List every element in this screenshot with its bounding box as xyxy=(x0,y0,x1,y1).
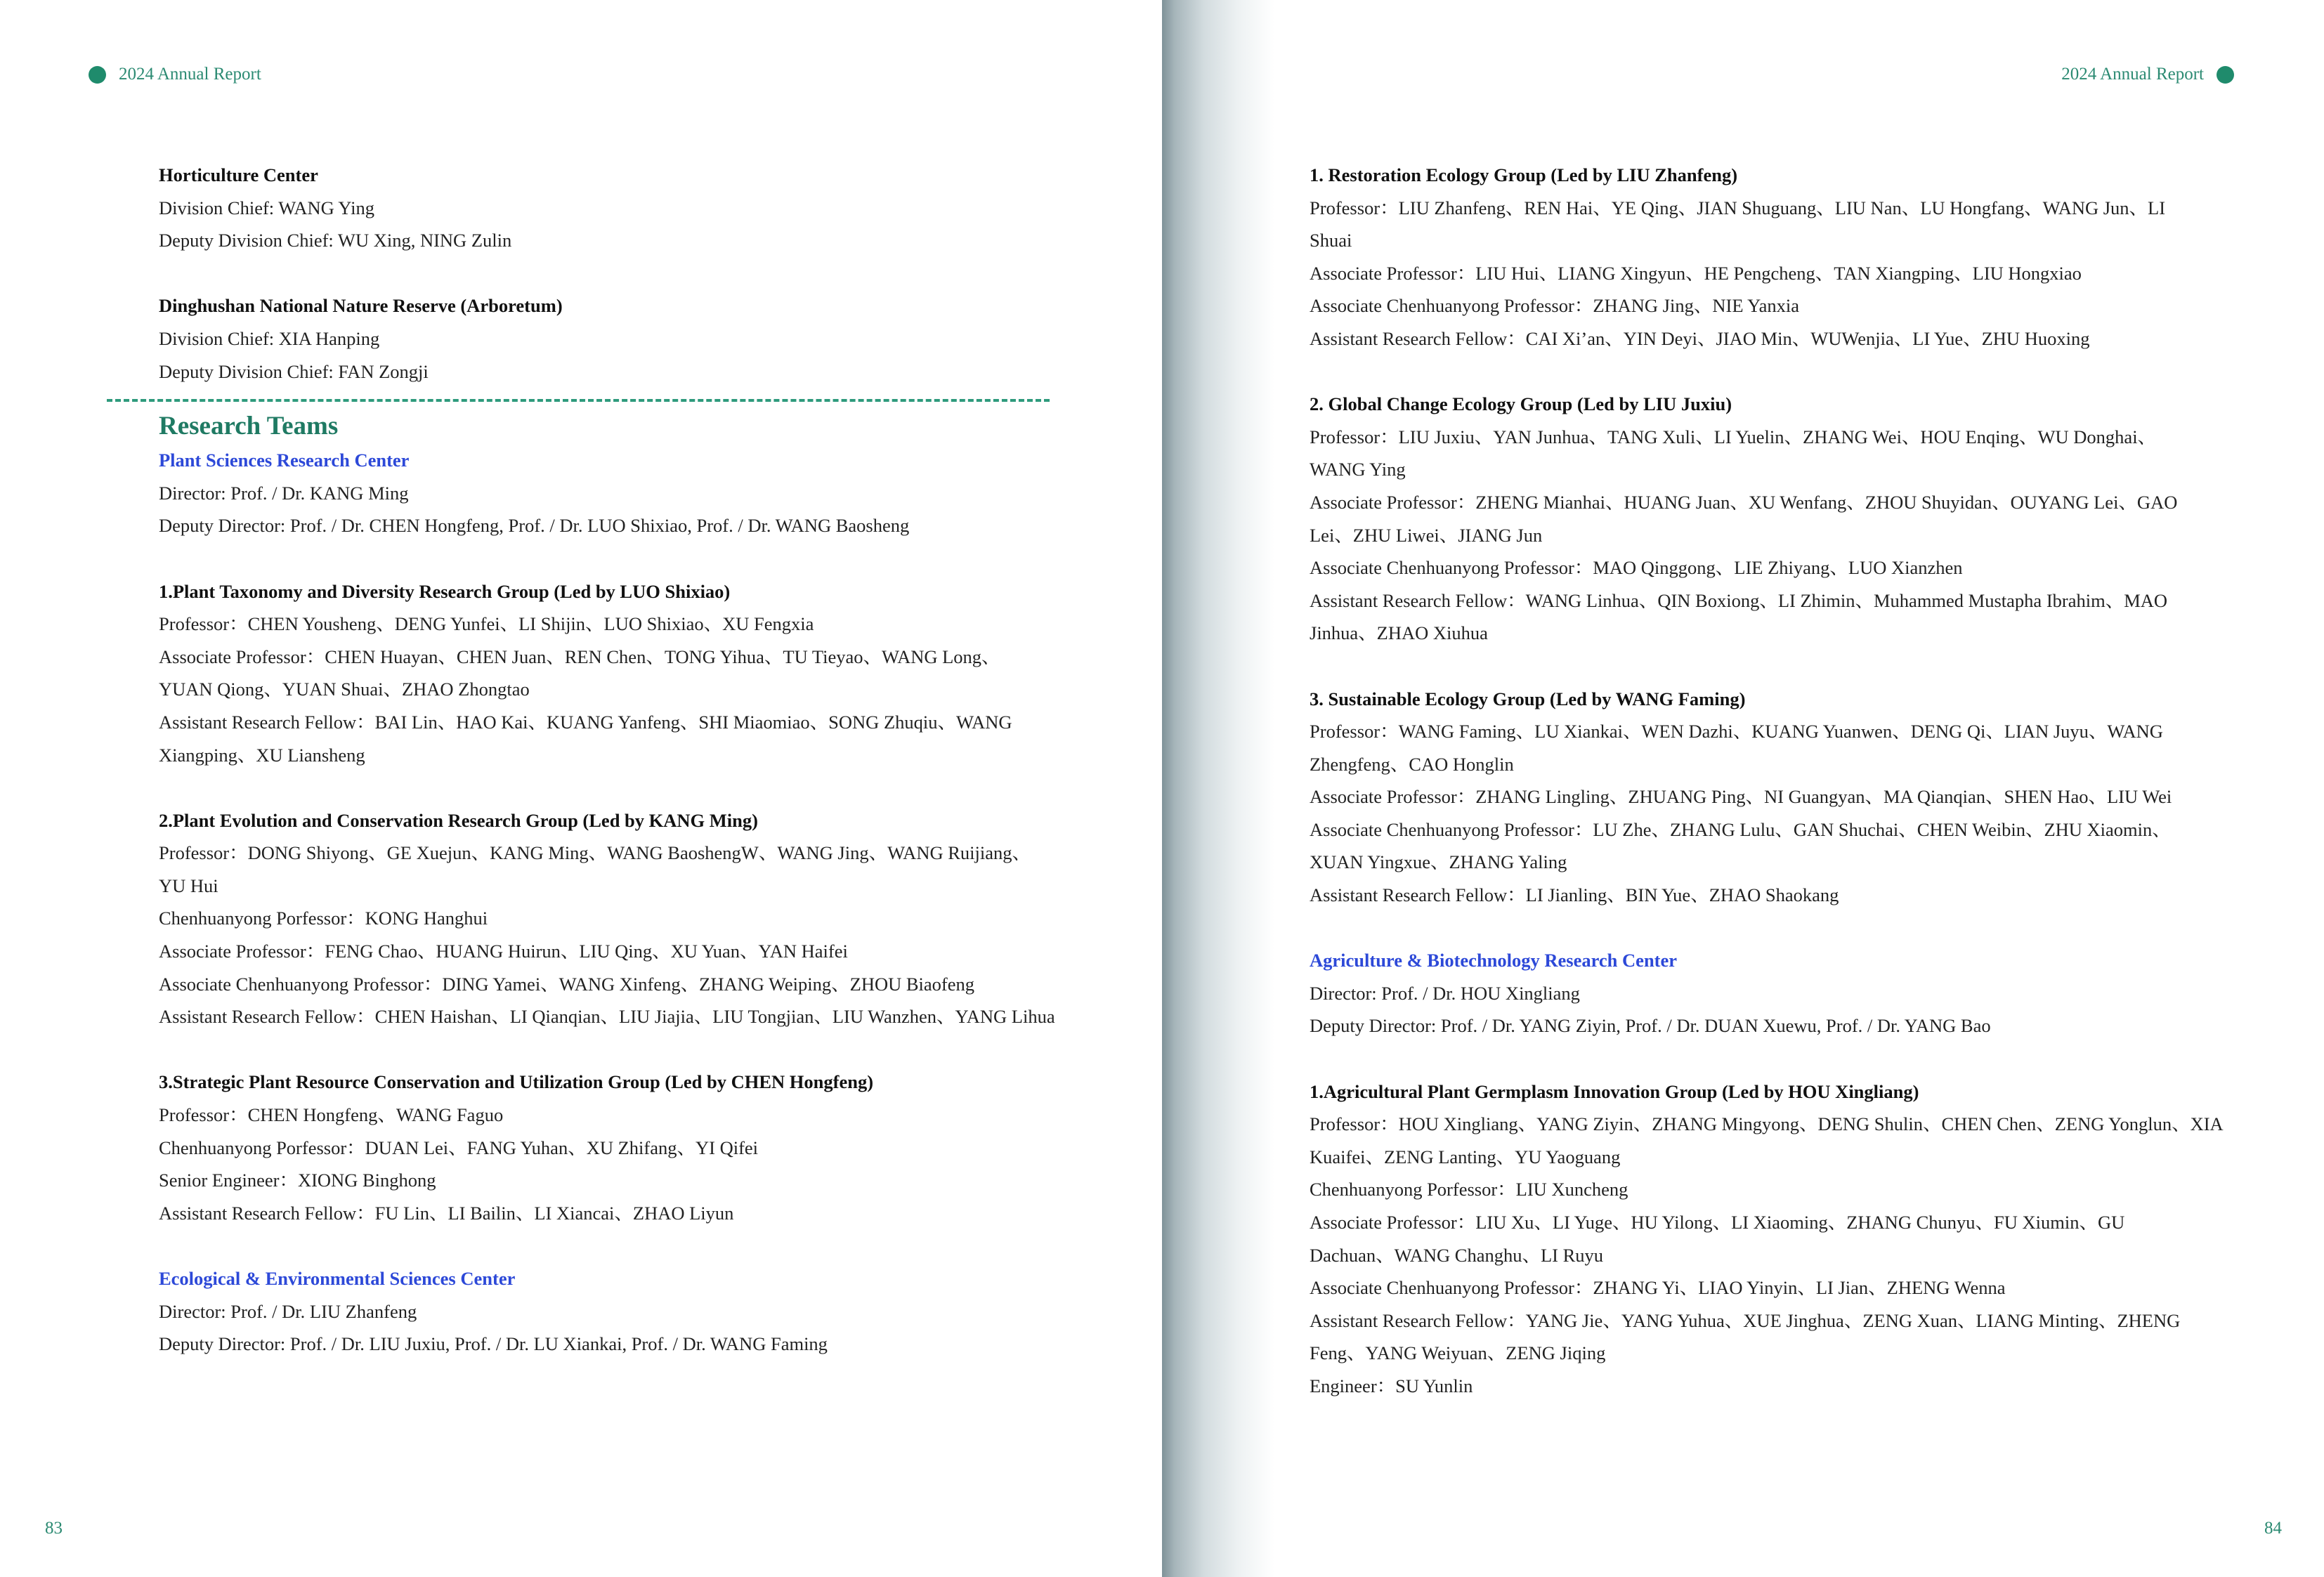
group1-professor: Professor：CHEN Yousheng、DENG Yunfei、LI Shijin、LUO Shixiao、XU Fengxia xyxy=(159,613,814,635)
eco-center-title: Ecological & Environmental Sciences Center xyxy=(159,1268,516,1289)
rgroup3-arf: Assistant Research Fellow：LI Jianling、BIN Yue、ZHAO Shaokang xyxy=(1310,884,1839,906)
agroup1-arf: Assistant Research Fellow：YANG Jie、YANG Yuhua、XUE Jinghua、ZENG Xuan、LIANG Minting、ZHENG xyxy=(1310,1309,2181,1331)
agroup1-chenhuanyong: Chenhuanyong Porfessor：LIU Xuncheng xyxy=(1310,1179,1628,1200)
header-left-title: 2024 Annual Report xyxy=(119,65,261,84)
research-teams-title: Research Teams xyxy=(159,412,339,441)
group2-arf: Assistant Research Fellow：CHEN Haishan、LI Qianqian、LIU Jiajia、LIU Tongjian、LIU Wanzhen、YANG Lihua xyxy=(159,1006,1055,1028)
agroup1-engineer: Engineer：SU Yunlin xyxy=(1310,1375,1473,1396)
page-number-left: 83 xyxy=(45,1519,63,1538)
agroup1-arf-cont: Feng、YANG Weiyuan、ZENG Jiqing xyxy=(1310,1342,1606,1364)
group1-title: 1.Plant Taxonomy and Diversity Research Group (Led by LUO Shixiao) xyxy=(159,580,731,602)
agroup1-assoc: Associate Professor：LIU Xu、LI Yuge、HU Yilong、LI Xiaoming、ZHANG Chunyu、FU Xiumin、GU xyxy=(1310,1212,2125,1233)
plant-center-deputy: Deputy Director: Prof. / Dr. CHEN Hongfeng, Prof. / Dr. LUO Shixiao, Prof. / Dr. WANG Baosheng xyxy=(159,515,910,537)
group3-professor: Professor：CHEN Hongfeng、WANG Faguo xyxy=(159,1104,504,1126)
header-dot-icon xyxy=(2217,66,2234,84)
rgroup1-arf: Assistant Research Fellow：CAI Xi’an、YIN Deyi、JIAO Min、WUWenjia、LI Yue、ZHU Huoxing xyxy=(1310,327,2090,349)
dinghushan-title: Dinghushan National Nature Reserve (Arboretum) xyxy=(159,295,563,317)
plant-center-director: Director: Prof. / Dr. KANG Ming xyxy=(159,482,409,504)
agri-center-title: Agriculture & Biotechnology Research Center xyxy=(1310,950,1678,971)
rgroup2-professor-cont: WANG Ying xyxy=(1310,459,1406,480)
agroup1-professor-cont: Kuaifei、ZENG Lanting、YU Yaoguang xyxy=(1310,1146,1621,1167)
header-right-title: 2024 Annual Report xyxy=(2061,65,2204,84)
agroup1-professor: Professor：HOU Xingliang、YANG Ziyin、ZHANG Mingyong、DENG Shulin、CHEN Chen、ZENG Yonglun、XIA xyxy=(1310,1113,2224,1135)
header-left xyxy=(89,63,261,86)
group3-chenhuanyong: Chenhuanyong Porfessor：DUAN Lei、FANG Yuhan、XU Zhifang、YI Qifei xyxy=(159,1137,759,1158)
dinghushan-chief: Division Chief: XIA Hanping xyxy=(159,327,380,349)
rgroup3-professor: Professor：WANG Faming、LU Xiankai、WEN Dazhi、KUANG Yuanwen、DENG Qi、LIAN Juyu、WANG xyxy=(1310,721,2163,742)
rgroup3-professor-cont: Zhengfeng、CAO Honglin xyxy=(1310,753,1514,775)
group3-title: 3.Strategic Plant Resource Conservation and Utilization Group (Led by CHEN Hongfeng) xyxy=(159,1071,874,1093)
group3-senior: Senior Engineer：XIONG Binghong xyxy=(159,1170,436,1191)
page-right xyxy=(1162,0,2324,1577)
group2-chenhuanyong: Chenhuanyong Porfessor：KONG Hanghui xyxy=(159,908,488,929)
agroup1-title: 1.Agricultural Plant Germplasm Innovation Group (Led by HOU Xingliang) xyxy=(1310,1080,1919,1102)
rgroup2-assoc-cont: Lei、ZHU Liwei、JIANG Jun xyxy=(1310,524,1543,546)
group1-assoc-cont: YUAN Qiong、YUAN Shuai、ZHAO Zhongtao xyxy=(159,679,530,700)
rgroup2-assoc-chen: Associate Chenhuanyong Professor：MAO Qinggong、LIE Zhiyang、LUO Xianzhen xyxy=(1310,557,1963,579)
group1-assoc: Associate Professor：CHEN Huayan、CHEN Juan、REN Chen、TONG Yihua、TU Tieyao、WANG Long、 xyxy=(159,646,1000,667)
rgroup1-professor-cont: Shuai xyxy=(1310,230,1352,251)
rgroup3-assoc-chen-cont: XUAN Yingxue、ZHANG Yaling xyxy=(1310,851,1567,873)
header-dot-icon xyxy=(89,66,106,84)
agri-center-director: Director: Prof. / Dr. HOU Xingliang xyxy=(1310,982,1580,1004)
plant-center-title: Plant Sciences Research Center xyxy=(159,450,410,471)
header-right xyxy=(2061,63,2234,86)
rgroup1-professor: Professor：LIU Zhanfeng、REN Hai、YE Qing、JIAN Shuguang、LIU Nan、LU Hongfang、WANG Jun、LI xyxy=(1310,197,2166,218)
rgroup2-arf: Assistant Research Fellow：WANG Linhua、QIN Boxiong、LI Zhimin、Muhammed Mustapha Ibrahim、MAO xyxy=(1310,589,2168,611)
rgroup3-assoc: Associate Professor：ZHANG Lingling、ZHUANG Ping、NI Guangyan、MA Qianqian、SHEN Hao、LIU Wei xyxy=(1310,786,2172,808)
rgroup3-assoc-chen: Associate Chenhuanyong Professor：LU Zhe、ZHANG Lulu、GAN Shuchai、CHEN Weibin、ZHU Xiaomin、 xyxy=(1310,818,2171,840)
rgroup1-assoc: Associate Professor：LIU Hui、LIANG Xingyun、HE Pengcheng、TAN Xiangping、LIU Hongxiao xyxy=(1310,262,2082,284)
agri-center-deputy: Deputy Director: Prof. / Dr. YANG Ziyin, Prof. / Dr. DUAN Xuewu, Prof. / Dr. YANG Bao xyxy=(1310,1015,1991,1037)
group3-arf: Assistant Research Fellow：FU Lin、LI Bailin、LI Xiancai、ZHAO Liyun xyxy=(159,1202,734,1224)
rgroup2-arf-cont: Jinhua、ZHAO Xiuhua xyxy=(1310,622,1488,644)
rgroup2-assoc: Associate Professor：ZHENG Mianhai、HUANG Juan、XU Wenfang、ZHOU Shuyidan、OUYANG Lei、GAO xyxy=(1310,491,2178,513)
eco-center-deputy: Deputy Director: Prof. / Dr. LIU Juxiu, Prof. / Dr. LU Xiankai, Prof. / Dr. WANG Faming xyxy=(159,1333,828,1355)
group2-title: 2.Plant Evolution and Conservation Research Group (Led by KANG Ming) xyxy=(159,809,758,831)
right-content xyxy=(1310,159,2224,1403)
horticulture-deputy: Deputy Division Chief: WU Xing, NING Zulin xyxy=(159,230,512,251)
dinghushan-deputy: Deputy Division Chief: FAN Zongji xyxy=(159,360,429,382)
left-content xyxy=(159,159,1072,1361)
rgroup1-title: 1. Restoration Ecology Group (Led by LIU Zhanfeng) xyxy=(1310,164,1738,185)
rgroup3-title: 3. Sustainable Ecology Group (Led by WANG Faming) xyxy=(1310,688,1746,709)
group2-assoc: Associate Professor：FENG Chao、HUANG Huirun、LIU Qing、XU Yuan、YAN Haifei xyxy=(159,941,848,962)
group2-professor: Professor：DONG Shiyong、GE Xuejun、KANG Ming、WANG BaoshengW、WANG Jing、WANG Ruijiang、 xyxy=(159,842,1031,864)
agroup1-assoc-cont: Dachuan、WANG Changhu、LI Ruyu xyxy=(1310,1244,1604,1266)
section-divider xyxy=(107,399,1050,402)
agroup1-assoc-chen: Associate Chenhuanyong Professor：ZHANG Yi、LIAO Yinyin、LI Jian、ZHENG Wenna xyxy=(1310,1277,2006,1299)
page-number-right: 84 xyxy=(2264,1519,2282,1538)
rgroup1-assoc-chen: Associate Chenhuanyong Professor：ZHANG Jing、NIE Yanxia xyxy=(1310,295,1800,317)
eco-center-director: Director: Prof. / Dr. LIU Zhanfeng xyxy=(159,1300,417,1322)
horticulture-chief: Division Chief: WANG Ying xyxy=(159,197,374,218)
group1-arf: Assistant Research Fellow：BAI Lin、HAO Kai、KUANG Yanfeng、SHI Miaomiao、SONG Zhuqiu、WANG xyxy=(159,711,1012,733)
group2-professor-cont: YU Hui xyxy=(159,875,218,896)
rgroup2-professor: Professor：LIU Juxiu、YAN Junhua、TANG Xuli、LI Yuelin、ZHANG Wei、HOU Enqing、WU Donghai、 xyxy=(1310,426,2157,447)
group2-assoc-chen: Associate Chenhuanyong Professor：DING Yamei、WANG Xinfeng、ZHANG Weiping、ZHOU Biaofeng xyxy=(159,973,975,995)
rgroup2-title: 2. Global Change Ecology Group (Led by LIU Juxiu) xyxy=(1310,393,1732,415)
horticulture-title: Horticulture Center xyxy=(159,164,318,185)
group1-arf-cont: Xiangping、XU Liansheng xyxy=(159,744,365,766)
